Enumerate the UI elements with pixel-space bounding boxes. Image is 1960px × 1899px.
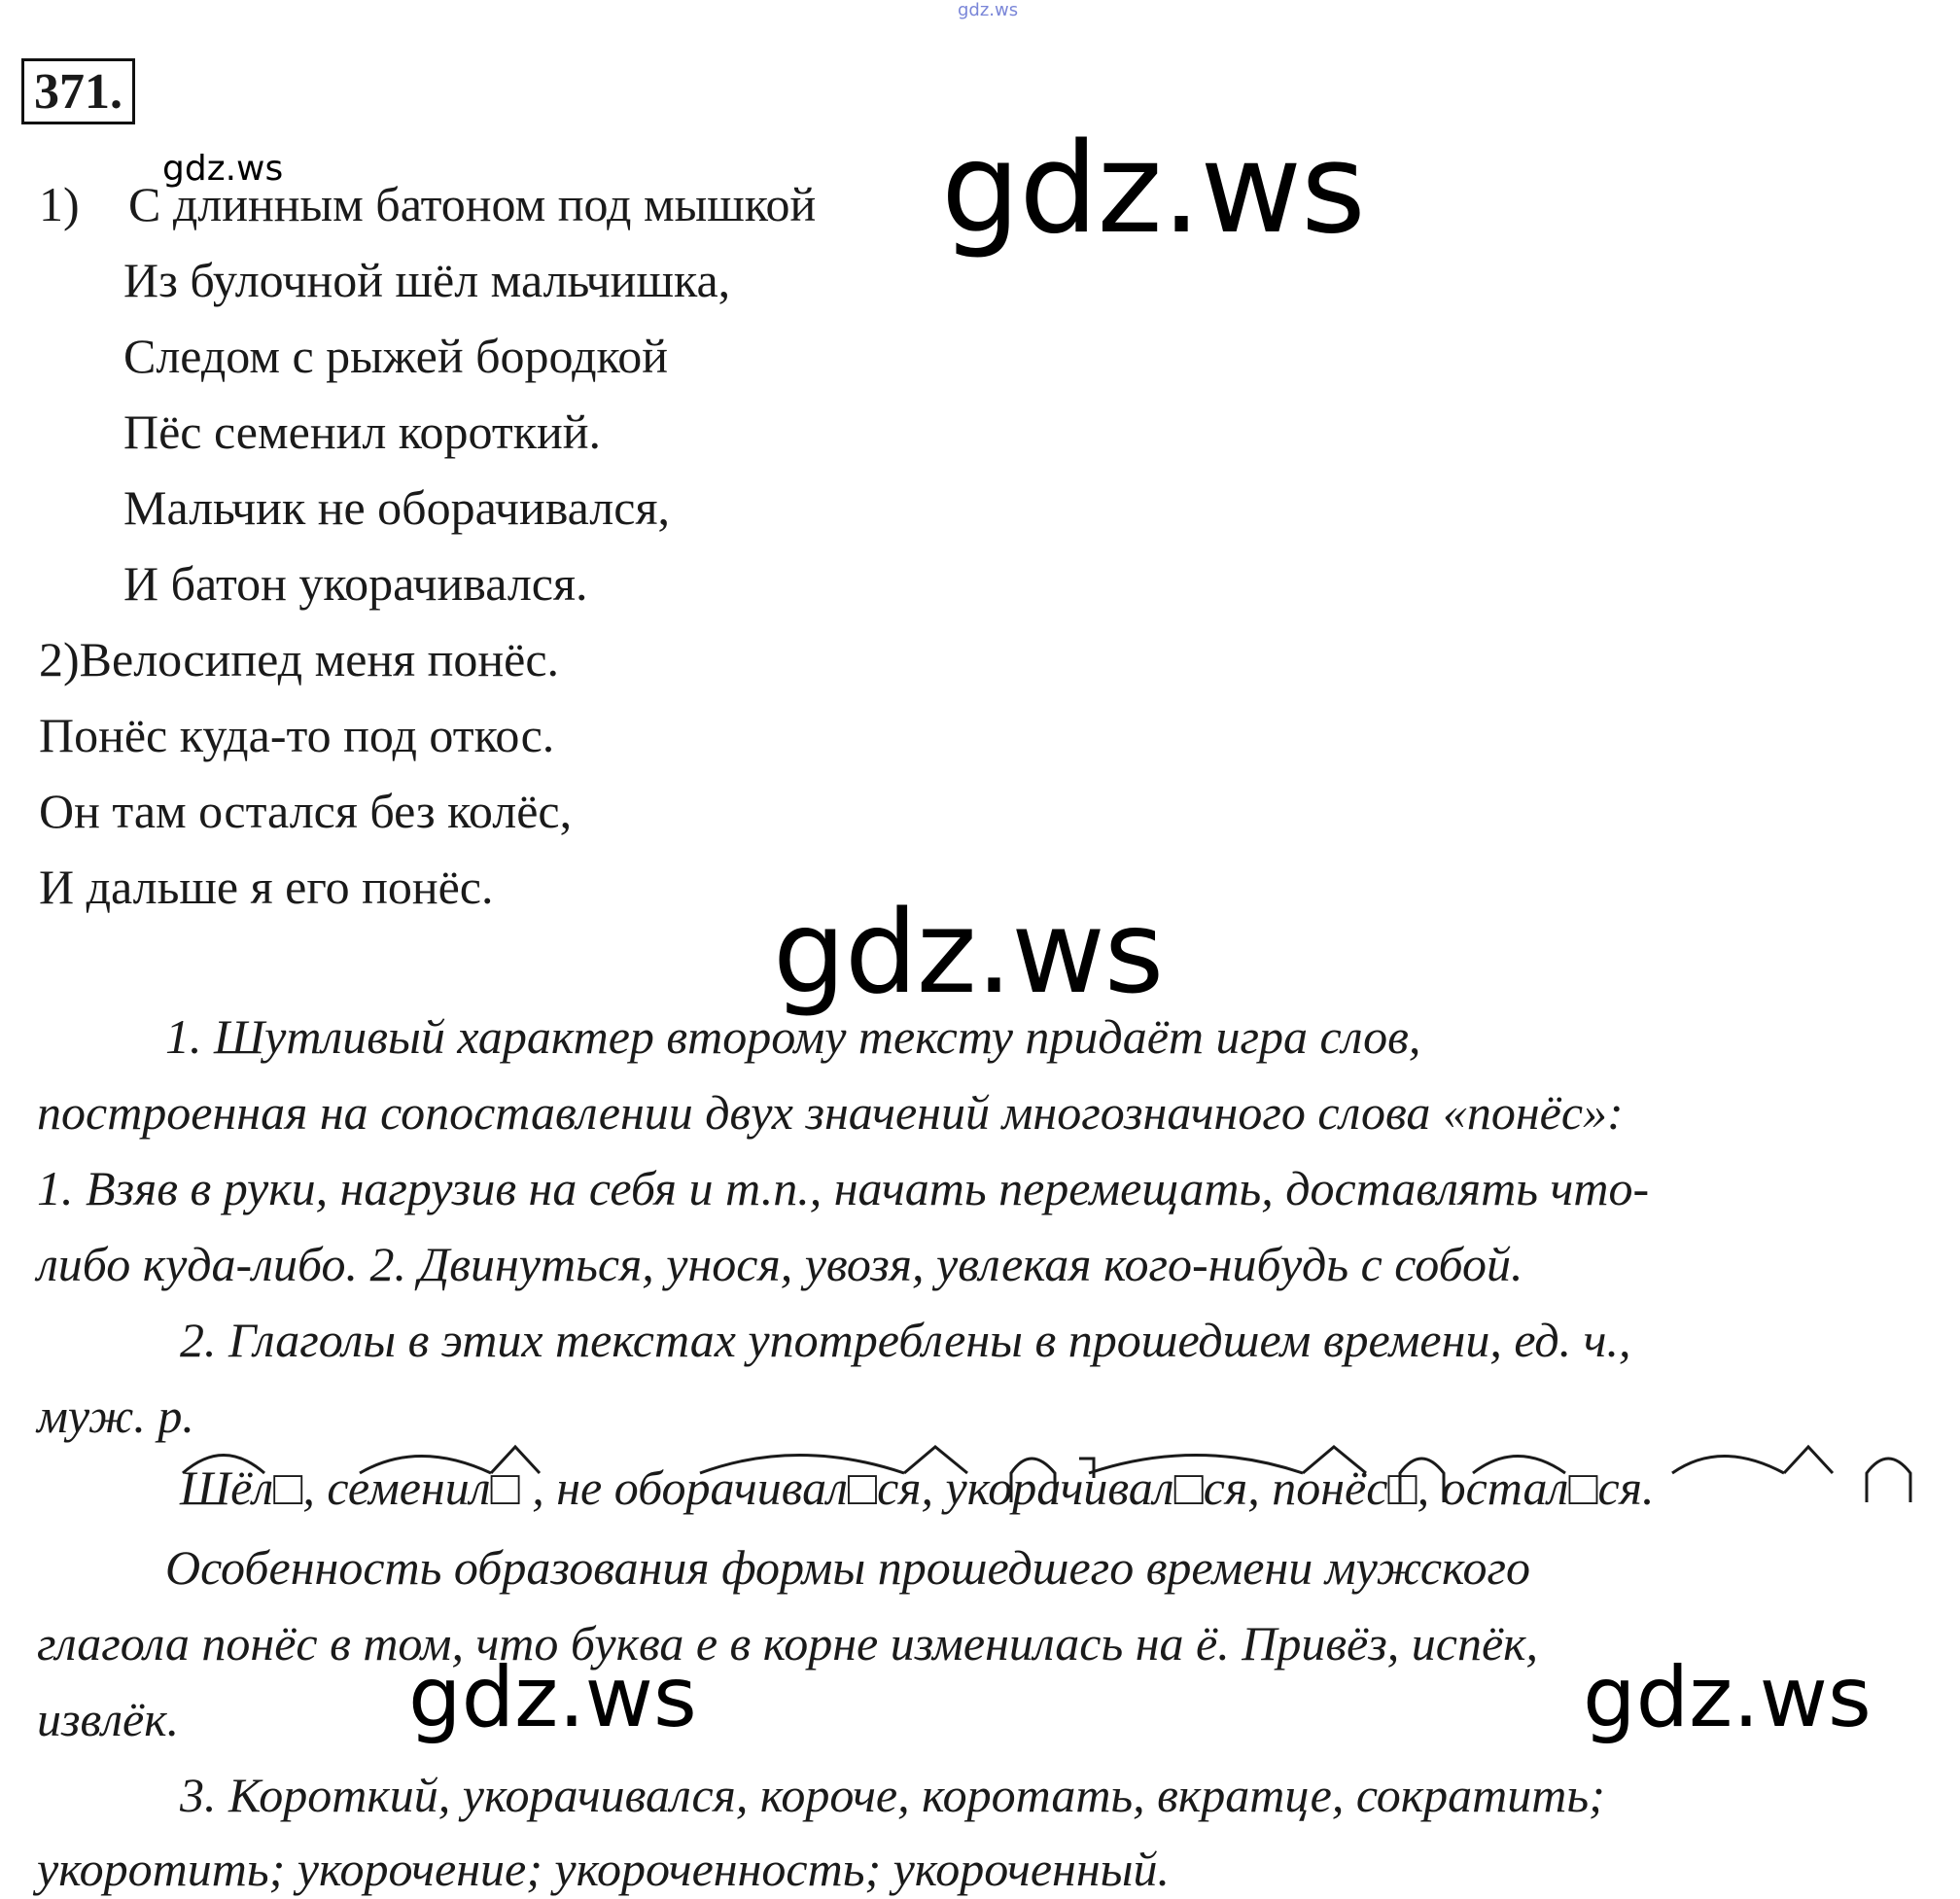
- answer-p4-line: укоротить; укорочение; укороченность; укороченный.: [37, 1842, 1171, 1896]
- poem1-line: Следом с рыжей бородкой: [123, 329, 669, 383]
- poem1-marker: 1): [39, 177, 80, 231]
- prefix-mark: [1079, 1459, 1094, 1478]
- postfix-mark: [1400, 1459, 1444, 1502]
- watermark-large: gdz.ws: [941, 117, 1365, 262]
- verbs-morpheme-line: Шёл□, семенил□ , не оборачивал□ся, укорачивал□ся, понёс□, остал□ся.: [180, 1460, 1655, 1515]
- root-arc: [183, 1456, 264, 1474]
- poem2-line: Он там остался без колёс,: [39, 784, 573, 838]
- poem1-line: Пёс семенил короткий.: [123, 404, 602, 459]
- exercise-number: 371.: [21, 58, 135, 124]
- watermark-small: gdz.ws: [162, 149, 284, 189]
- answer-p1-line: либо куда-либо. 2. Двинуться, унося, увозя, увлекая кого-нибудь с собой.: [37, 1237, 1523, 1291]
- answer-p3-line: глагола понёс в том, что буква е в корне изменилась на ё. Привёз, испёк,: [37, 1616, 1539, 1670]
- suffix-mark: [491, 1447, 540, 1473]
- answer-p4-line: 3. Короткий, укорачивался, короче, коротать, вкратце, сократить;: [180, 1768, 1605, 1822]
- suffix-mark: [1303, 1447, 1366, 1473]
- poem1-line: С длинным батоном под мышкой: [128, 177, 817, 231]
- root-arc: [1672, 1457, 1784, 1474]
- suffix-mark: [904, 1447, 967, 1473]
- postfix-mark: [1011, 1459, 1055, 1502]
- answer-p1-line: построенная на сопоставлении двух значений многозначного слова «понёс»:: [37, 1085, 1624, 1140]
- root-arc: [700, 1456, 904, 1474]
- answer-p3-line: извлёк.: [37, 1692, 180, 1746]
- root-arc: [1089, 1456, 1303, 1474]
- answer-p3-line: Особенность образования формы прошедшего времени мужского: [165, 1540, 1531, 1595]
- watermark-top: gdz.ws: [958, 0, 1019, 20]
- poem2-line: И дальше я его понёс.: [39, 860, 494, 914]
- answer-p1-line: 1. Взяв в руки, нагрузив на себя и т.п., начать перемещать, доставлять что-: [37, 1161, 1650, 1215]
- poem1-line: Мальчик не оборачивался,: [123, 480, 670, 535]
- answer-p2-line: муж. р.: [37, 1389, 194, 1443]
- root-arc: [1473, 1457, 1565, 1474]
- poem1-line: Из булочной шёл мальчишка,: [123, 253, 731, 307]
- poem1-line: И батон укорачивался.: [123, 556, 588, 611]
- watermark-large: gdz.ws: [773, 885, 1164, 1019]
- postfix-mark: [1867, 1459, 1910, 1502]
- suffix-mark: [1784, 1447, 1833, 1473]
- answer-p1-line: 1. Шутливый характер второму тексту придаёт игра слов,: [165, 1009, 1421, 1064]
- root-arc: [360, 1457, 491, 1474]
- watermark-medium: gdz.ws: [1583, 1649, 1872, 1746]
- poem2-line: Понёс куда-то под откос.: [39, 708, 555, 762]
- poem2-line: 2)Велосипед меня понёс.: [39, 632, 560, 686]
- watermark-medium: gdz.ws: [408, 1649, 697, 1746]
- answer-p2-line: 2. Глаголы в этих текстах употреблены в прошедшем времени, ед. ч.,: [180, 1313, 1631, 1367]
